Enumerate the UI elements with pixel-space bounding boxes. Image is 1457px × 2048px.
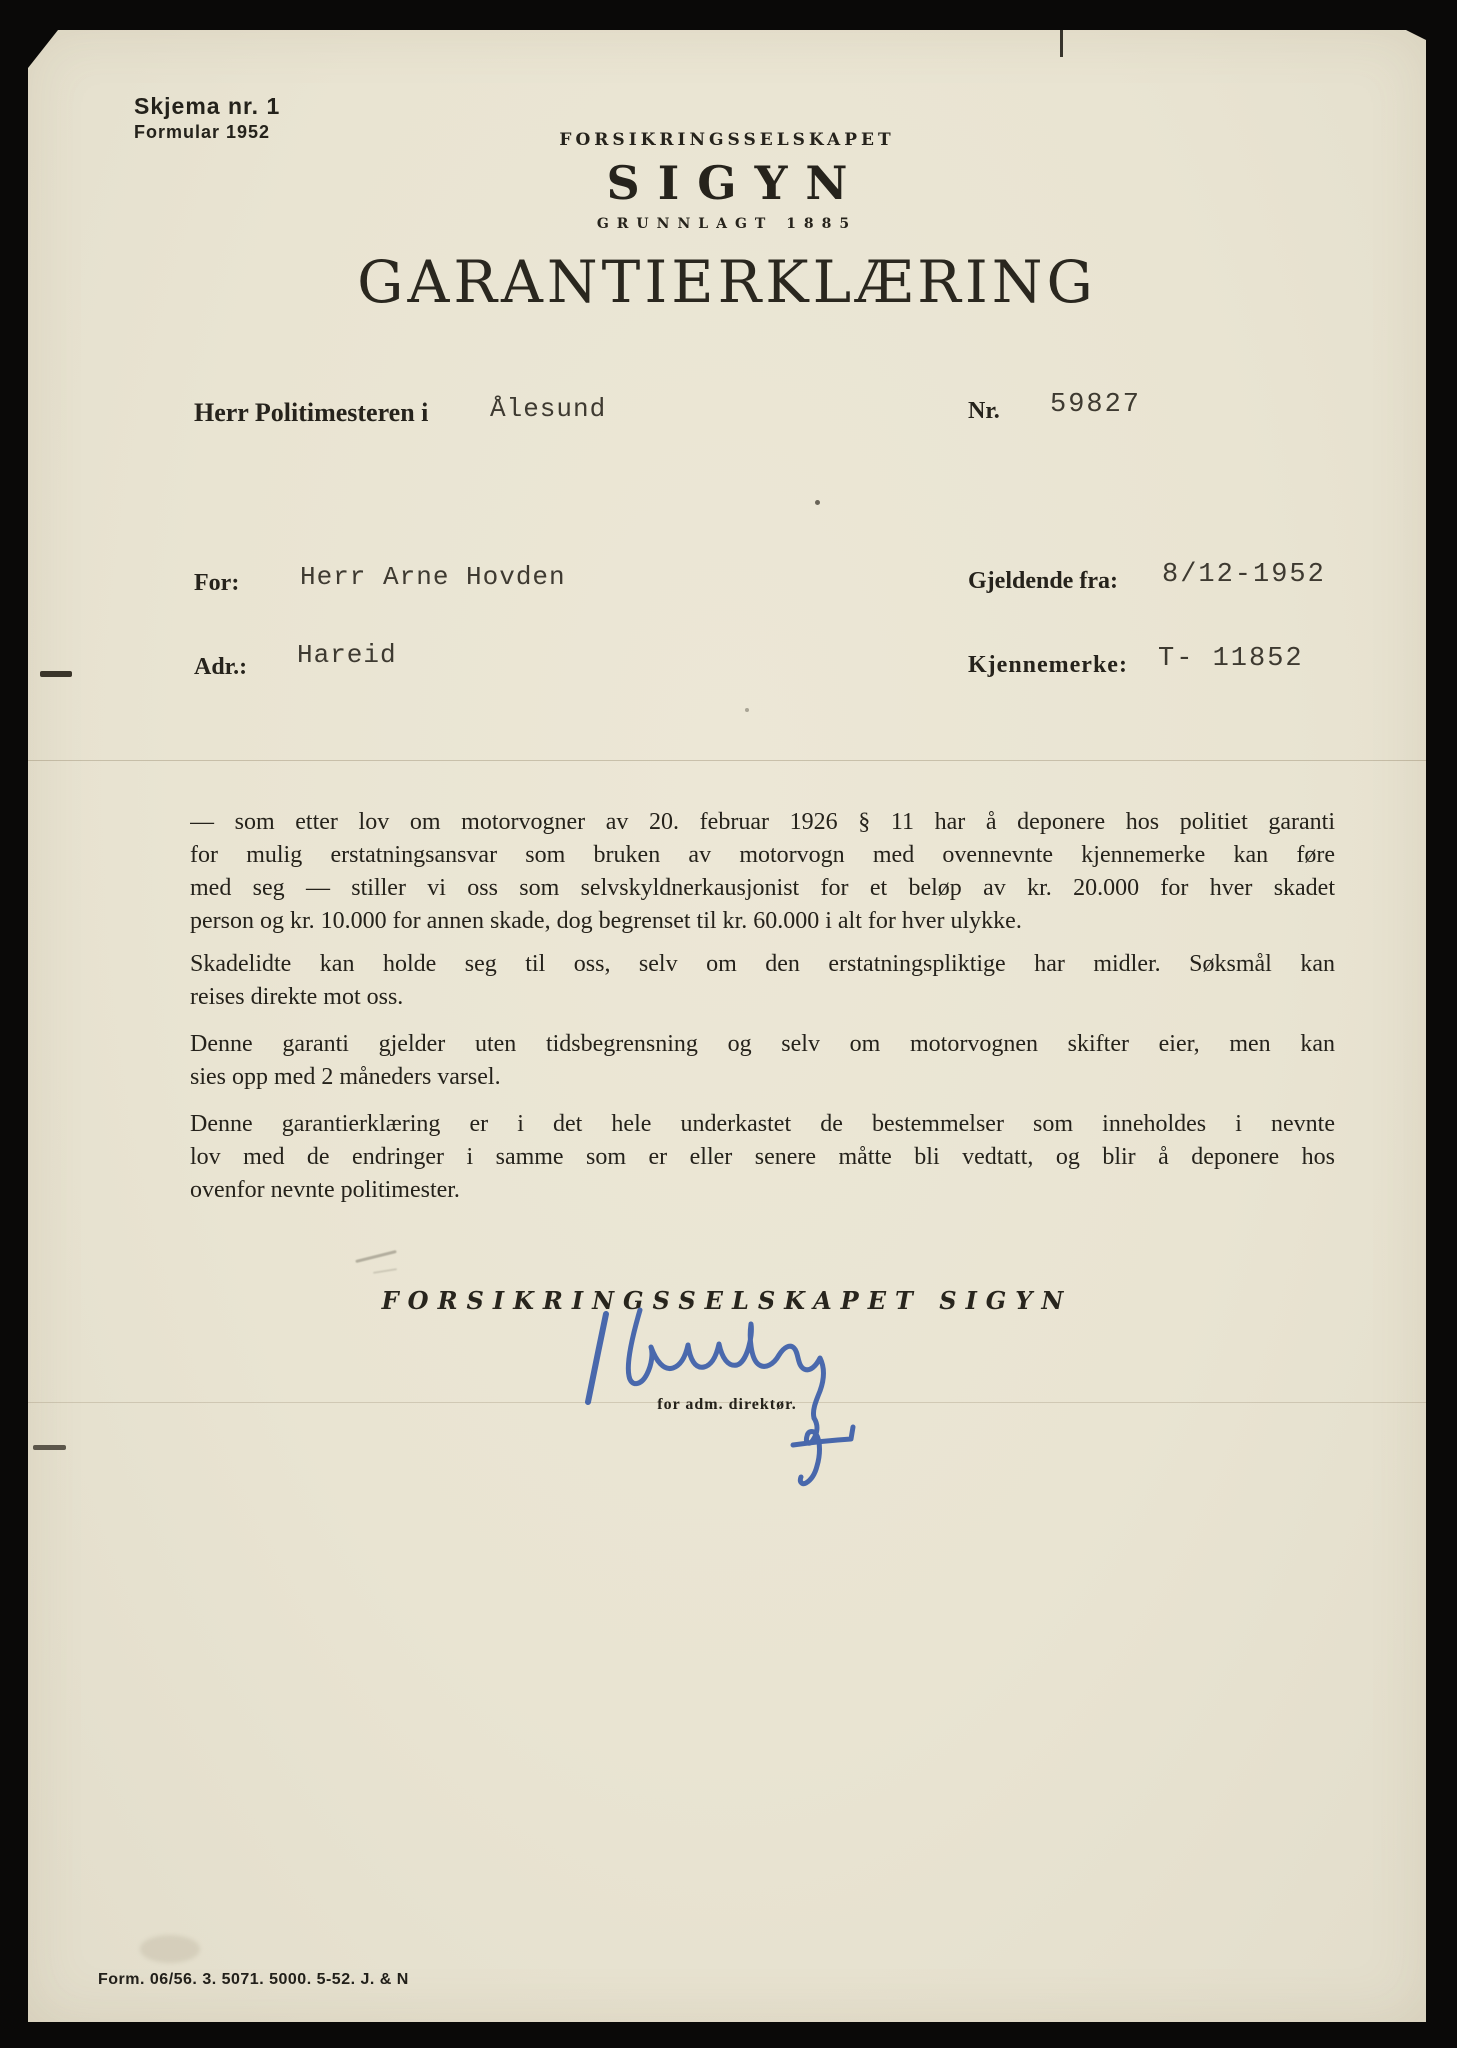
company-founded-line: GRUNNLAGT 1885 [596,216,858,232]
form-year: Formular 1952 [134,121,271,142]
for-label: For: [194,570,240,596]
valid-from-value-typed: 8/12-1952 [1162,560,1326,590]
paper-corner-fold [28,30,58,68]
valid-from-label: Gjeldende fra: [968,568,1118,594]
paper-stain [140,1935,200,1963]
signature-on-behalf-label: for adm. direktør. [657,1396,797,1413]
ink-speck-small [745,708,749,712]
paper-corner-nick [1406,30,1426,40]
margin-dash-mark-upper [40,671,72,677]
letterhead [28,130,1426,232]
signature-company-line: FORSIKRINGSSELSKAPET SIGYN [381,1286,1073,1315]
adr-value-typed: Hareid [297,640,397,670]
document-title: GARANTIERKLÆRING [357,248,1097,316]
ink-speck [815,500,820,505]
adr-label: Adr.: [194,654,248,680]
nr-label: Nr. [968,398,1000,424]
form-number: Skjema nr. 1 [134,93,281,119]
print-code: Form. 06/56. 3. 5071. 5000. 5-52. J. & N [98,1971,409,1988]
paragraph-legal-basis: Denne garantierklæring er i det hele underkastet de bestemmelser som inneholdes i nevnte lov med de endringer i samme som er eller senere måtte bli vedtatt, og blir å deponere hos ovenfor nevnte politimester. [190,1111,1335,1203]
fold-crease-upper [28,760,1426,761]
plate-value-typed: T- 11852 [1158,644,1304,674]
paragraph-validity: Denne garanti gjelder uten tidsbegrensning og selv om motorvognen skifter eier, men kan sies opp med 2 måneders varsel. [190,1031,1335,1090]
for-value-typed: Herr Arne Hovden [300,562,566,592]
document-page [28,30,1426,2022]
company-descriptor: FORSIKRINGSSELSKAPET [559,130,895,150]
pencil-smudge-small [373,1268,397,1274]
pen-tick-mark [1060,30,1063,57]
pencil-smudge [355,1250,396,1263]
nr-value-typed: 59827 [1050,390,1142,420]
plate-label: Kjennemerke: [968,652,1128,678]
paragraph-guarantee-terms: — som etter lov om motorvogner av 20. februar 1926 § 11 har å deponere hos politiet garanti for mulig erstatningsansvar som bruken av motorvogn med ovennevnte kjennemerke kan føre med seg — stiller vi oss som selvskyldnerkausjonist for et beløp av kr. 20.000 for hver skadet person og kr. 10.000 for annen skade, dog begrenset til kr. 60.000 i alt for hver ulykke. [190,809,1335,934]
recipient-city-typed: Ålesund [490,394,607,424]
company-name: SIGYN [606,156,866,210]
margin-dash-mark-lower [33,1445,66,1450]
recipient-label: Herr Politimesteren i [194,398,429,427]
paragraph-injured-party: Skadelidte kan holde seg til oss, selv om den erstatningspliktige har midler. Søksmål kan reises direkte mot oss. [190,951,1335,1010]
